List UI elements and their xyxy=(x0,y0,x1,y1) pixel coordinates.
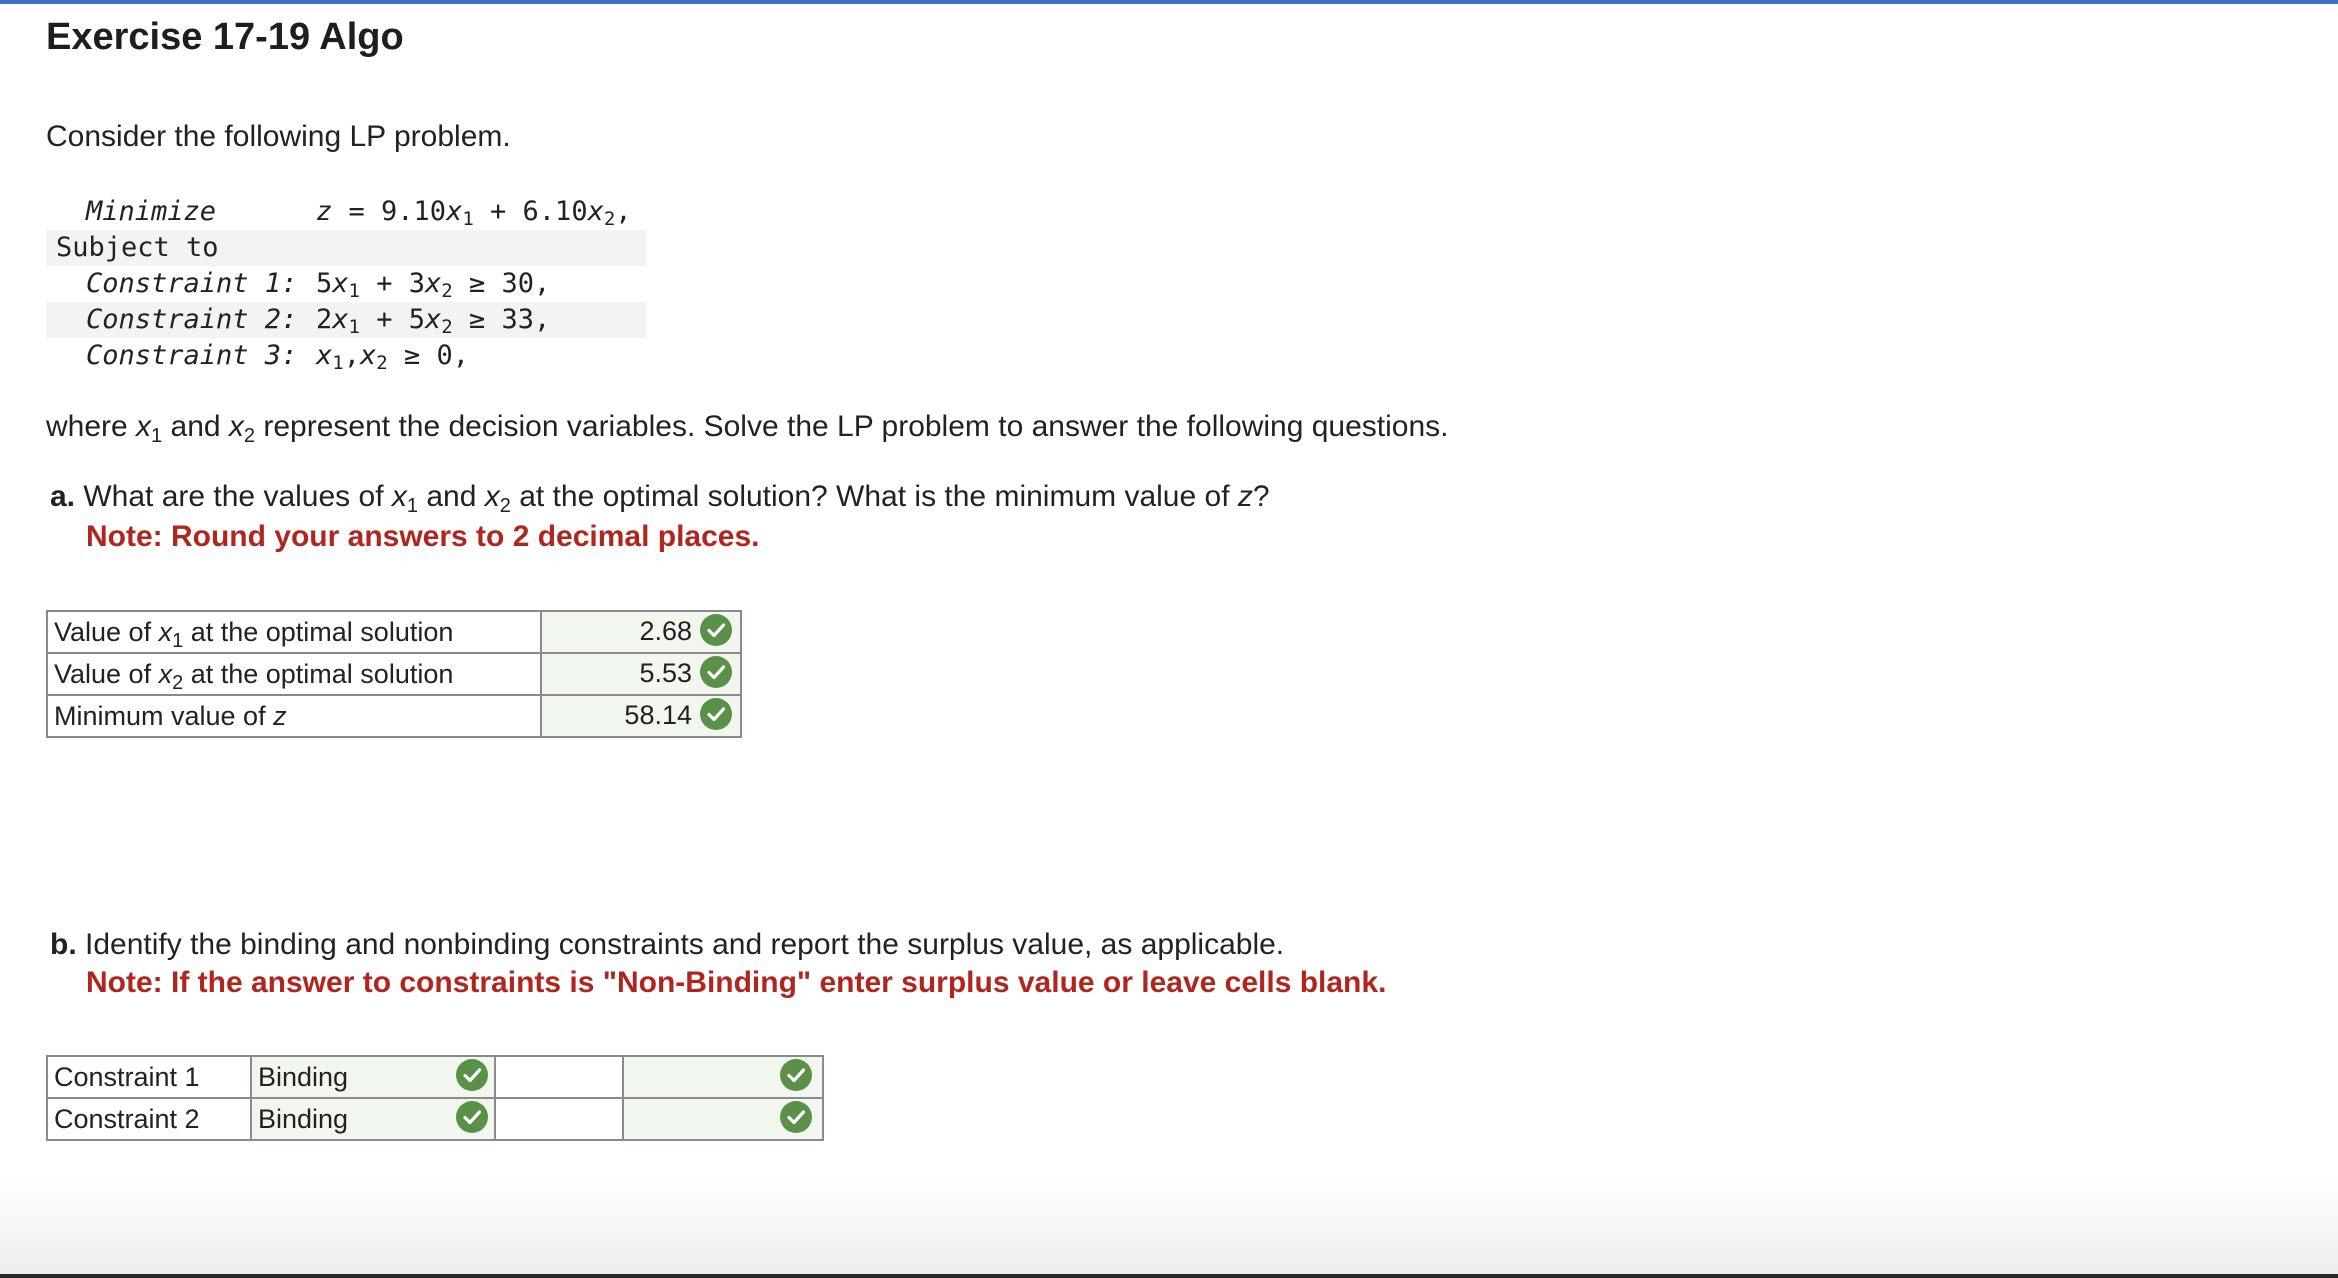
z-value-cell[interactable]: 58.14 xyxy=(541,695,741,737)
subject-to-label: Subject to xyxy=(56,232,219,263)
page-title: Exercise 17-19 Algo xyxy=(46,16,404,58)
table-row xyxy=(47,695,741,737)
lp-objective-row xyxy=(46,194,646,230)
blank-cell xyxy=(495,1056,623,1098)
constraint-label: Constraint 2 xyxy=(47,1098,251,1140)
lp-constraint-3-row xyxy=(46,338,646,374)
check-circle-icon xyxy=(700,656,732,688)
x1-value-cell[interactable]: 2.68 xyxy=(541,611,741,653)
bottom-border xyxy=(0,1274,2338,1278)
part-b-answer-table xyxy=(46,1055,824,1141)
surplus-input[interactable] xyxy=(623,1056,823,1098)
answer-label: Value of $x_1$ at the optimal solution xyxy=(47,611,541,653)
table-row xyxy=(47,611,741,653)
constraint-1-expression: $5x_1 + 3x_2 \ge 30$, xyxy=(316,268,551,302)
part-a-answer-table xyxy=(46,610,742,738)
constraint-2-label: Constraint 2: xyxy=(86,304,298,335)
part-b-question: b. Identify the binding and nonbinding constraints and report the surplus value, as applicable. xyxy=(50,928,1285,961)
bottom-fade xyxy=(0,1180,2338,1278)
lp-constraint-1-row xyxy=(46,266,646,302)
blank-cell xyxy=(495,1098,623,1140)
check-circle-icon xyxy=(780,1059,812,1091)
intro-text: Consider the following LP problem. xyxy=(46,120,511,153)
constraint-2-expression: $2x_1 + 5x_2 \ge 33$, xyxy=(316,304,551,338)
constraint-1-label: Constraint 1: xyxy=(86,268,298,299)
constraint-3-expression: $x_1,x_2 \ge 0$, xyxy=(316,340,469,374)
answer-label: Value of $x_2$ at the optimal solution xyxy=(47,653,541,695)
lp-constraint-2-row xyxy=(46,302,646,338)
part-b-note: Note: If the answer to constraints is "Non-Binding" enter surplus value or leave cells blank. xyxy=(86,966,1387,999)
constraint-label: Constraint 1 xyxy=(47,1056,251,1098)
lp-subject-row xyxy=(46,230,646,266)
binding-select[interactable]: Binding xyxy=(251,1056,495,1098)
check-circle-icon xyxy=(456,1101,488,1133)
part-a-note: Note: Round your answers to 2 decimal places. xyxy=(86,520,760,553)
lp-problem xyxy=(46,194,646,374)
answer-label: Minimum value of z xyxy=(47,695,541,737)
constraint-3-label: Constraint 3: xyxy=(86,340,298,371)
table-row xyxy=(47,1056,823,1098)
top-accent-bar xyxy=(0,0,2338,4)
x2-value-cell[interactable]: 5.53 xyxy=(541,653,741,695)
part-a-question: a. What are the values of $x_1$ and $x_2$ at the optimal solution? What is the minimum value of z? xyxy=(50,480,1270,517)
objective-expression: $z = 9.10x_1 + 6.10x_2$, xyxy=(316,196,632,230)
table-row xyxy=(47,653,741,695)
decision-variables-text: where $x_1$ and $x_2$ represent the decision variables. Solve the LP problem to answer the following questions. xyxy=(46,410,1449,447)
table-row xyxy=(47,1098,823,1140)
check-circle-icon xyxy=(780,1101,812,1133)
binding-select[interactable]: Binding xyxy=(251,1098,495,1140)
check-circle-icon xyxy=(456,1059,488,1091)
minimize-label: Minimize xyxy=(86,196,217,227)
check-circle-icon xyxy=(700,698,732,730)
surplus-input[interactable] xyxy=(623,1098,823,1140)
check-circle-icon xyxy=(700,614,732,646)
